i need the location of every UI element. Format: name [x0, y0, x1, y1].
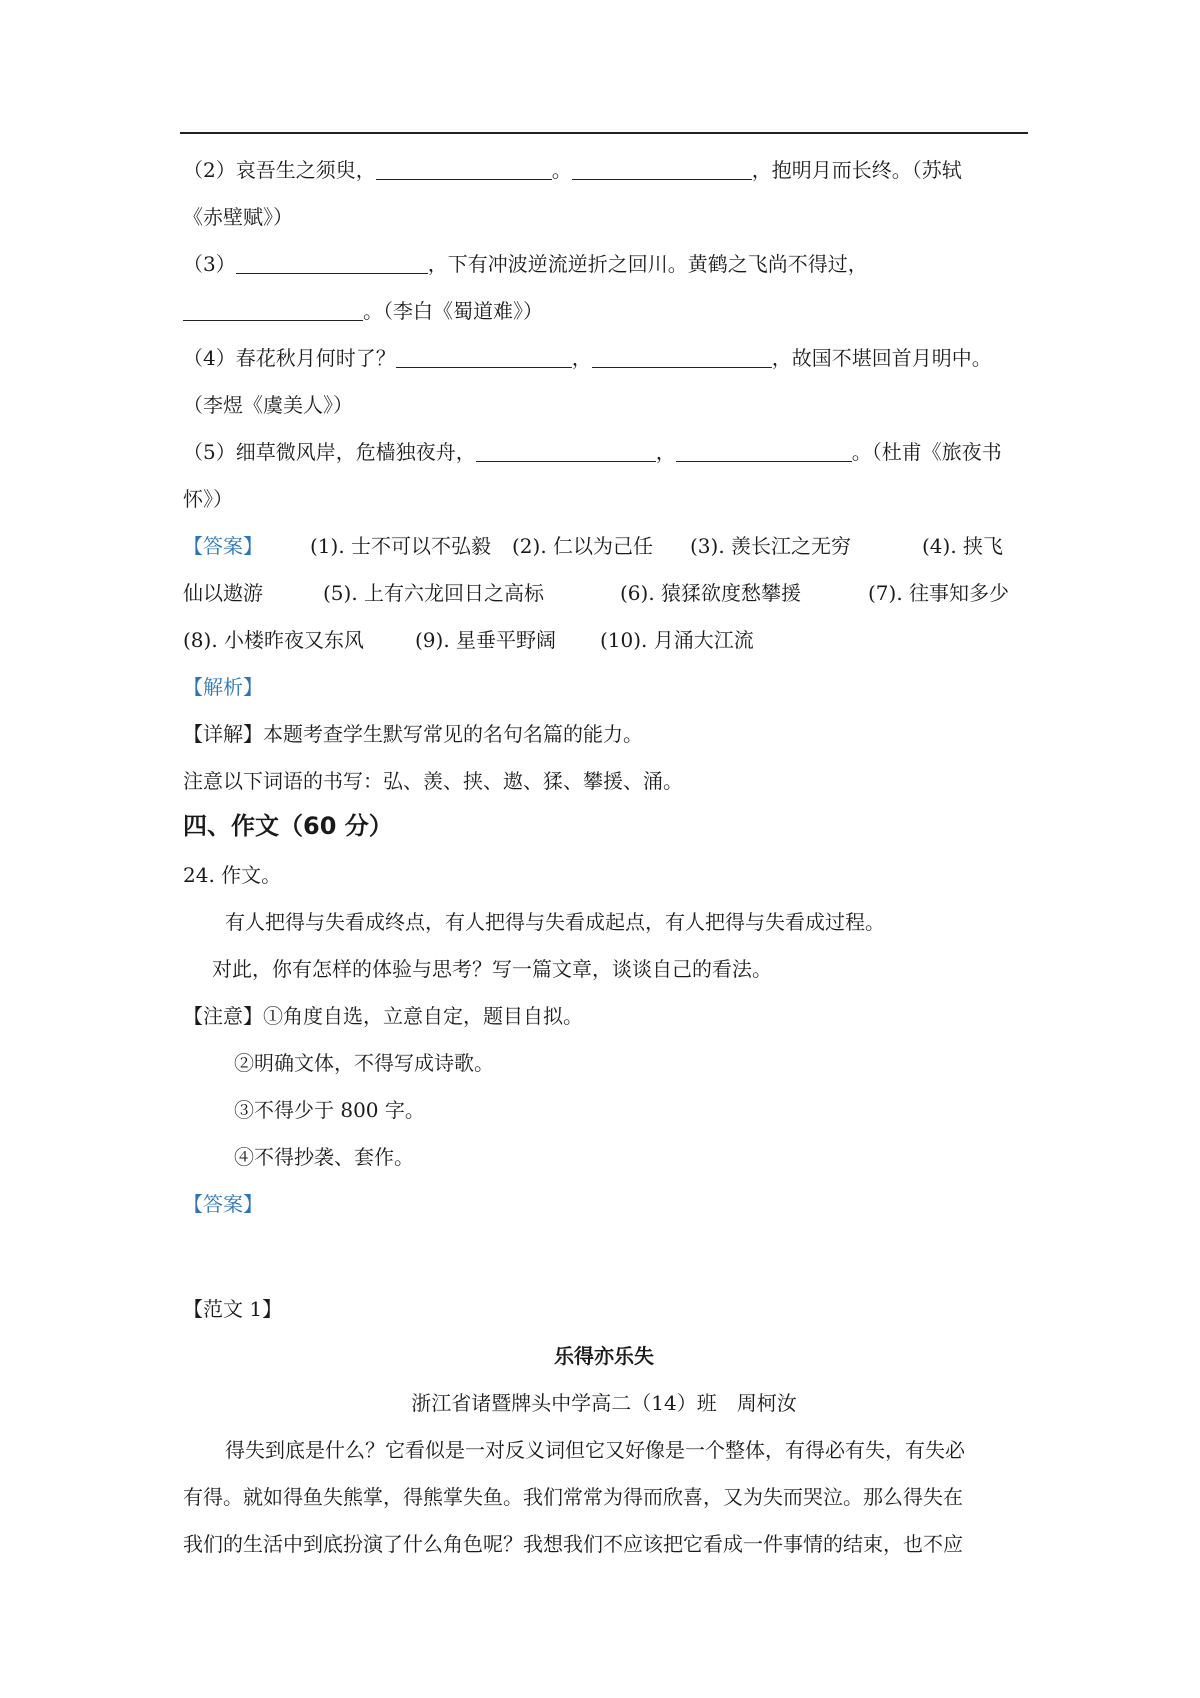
answer-blank[interactable]	[376, 159, 552, 180]
question-number: （2）	[183, 158, 236, 182]
analysis-label: 【解析】	[183, 675, 263, 699]
essay-paragraph: 得失到底是什么？它看似是一对反义词但它又好像是一个整体，有得必有失，有失必	[225, 1438, 965, 1462]
essay-prompt: 对此，你有怎样的体验与思考？写一篇文章，谈谈自己的看法。	[212, 957, 772, 981]
answer-item: (2). 仁以为己任	[512, 534, 654, 558]
answer-label: 【答案】	[183, 1192, 263, 1216]
answer-item: (7). 往事知多少	[868, 581, 1010, 605]
answer-item: (10). 月涌大江流	[600, 628, 754, 652]
answer-item: (6). 猿猱欲度愁攀援	[620, 581, 802, 605]
answer-blank[interactable]	[676, 441, 852, 462]
answer-item: 仙以遨游	[183, 581, 263, 605]
note-text: 注意以下词语的书写：弘、羡、挟、遨、猱、攀援、涌。	[183, 769, 683, 793]
answer-item: (9). 星垂平野阔	[415, 628, 557, 652]
notice-item: ④不得抄袭、套作。	[234, 1145, 414, 1169]
answer-item: (1). 士不可以不弘毅	[310, 534, 492, 558]
question-number: （3）	[183, 252, 236, 276]
answer-blank[interactable]	[236, 253, 428, 274]
question-text: 春花秋月何时了？	[235, 346, 396, 370]
question-3	[183, 249, 868, 279]
answer-blank[interactable]	[396, 347, 572, 368]
question-text: 。（杜甫《旅夜书	[851, 440, 1002, 464]
punct: ，	[571, 346, 592, 370]
answer-blank[interactable]	[476, 441, 656, 462]
question-4-source: （李煜《虞美人》）	[183, 393, 353, 417]
answer-item: (3). 羡长江之无穷	[690, 534, 852, 558]
answer-blank[interactable]	[572, 159, 752, 180]
question-text: 哀吾生之须臾，	[235, 158, 376, 182]
question-text: ，抱明月而长终。（苏轼	[751, 158, 962, 182]
punct: 。	[551, 158, 572, 182]
answer-blank[interactable]	[183, 300, 363, 321]
essay-prompt: 有人把得与失看成终点，有人把得与失看成起点，有人把得与失看成过程。	[225, 910, 885, 934]
detail-text: 【详解】本题考查学生默写常见的名句名篇的能力。	[183, 722, 643, 746]
question-4	[183, 343, 992, 373]
answer-item: (8). 小楼昨夜又东风	[183, 628, 365, 652]
answer-label: 【答案】	[183, 534, 263, 558]
question-text: 。（李白《蜀道难》）	[363, 299, 543, 323]
notice: 【注意】①角度自选，立意自定，题目自拟。	[183, 1004, 583, 1028]
notice-item: ③不得少于 800 字。	[234, 1098, 425, 1122]
question-24: 24. 作文。	[183, 863, 282, 887]
punct: ，	[655, 440, 676, 464]
header-rule	[180, 132, 1028, 134]
answer-item: (4). 挟飞	[922, 534, 1004, 558]
question-5-source: 怀》）	[183, 487, 233, 511]
answer-blank[interactable]	[592, 347, 772, 368]
section-title: 四、作文（60 分）	[183, 812, 393, 840]
question-3-line2	[183, 296, 543, 326]
essay-author: 浙江省诸暨牌头中学高二（14）班 周柯汝	[411, 1391, 797, 1415]
question-text: ，故国不堪回首月明中。	[771, 346, 992, 370]
essay-paragraph: 我们的生活中到底扮演了什么角色呢？我想我们不应该把它看成一件事情的结束，也不应	[183, 1532, 963, 1556]
question-number: （5）	[183, 440, 236, 464]
answer-item: (5). 上有六龙回日之高标	[323, 581, 545, 605]
essay-title: 乐得亦乐失	[554, 1344, 654, 1368]
question-text: 细草微风岸，危樯独夜舟，	[235, 440, 476, 464]
question-2-source: 《赤壁赋》）	[183, 205, 293, 229]
question-2	[183, 155, 962, 185]
essay-paragraph: 有得。就如得鱼失熊掌，得熊掌失鱼。我们常常为得而欣喜，又为失而哭泣。那么得失在	[183, 1485, 963, 1509]
question-5	[183, 437, 1002, 467]
question-text: ，下有冲波逆流逆折之回川。黄鹤之飞尚不得过，	[427, 252, 868, 276]
question-number: （4）	[183, 346, 236, 370]
sample-label: 【范文 1】	[183, 1297, 283, 1321]
notice-item: ②明确文体，不得写成诗歌。	[234, 1051, 494, 1075]
